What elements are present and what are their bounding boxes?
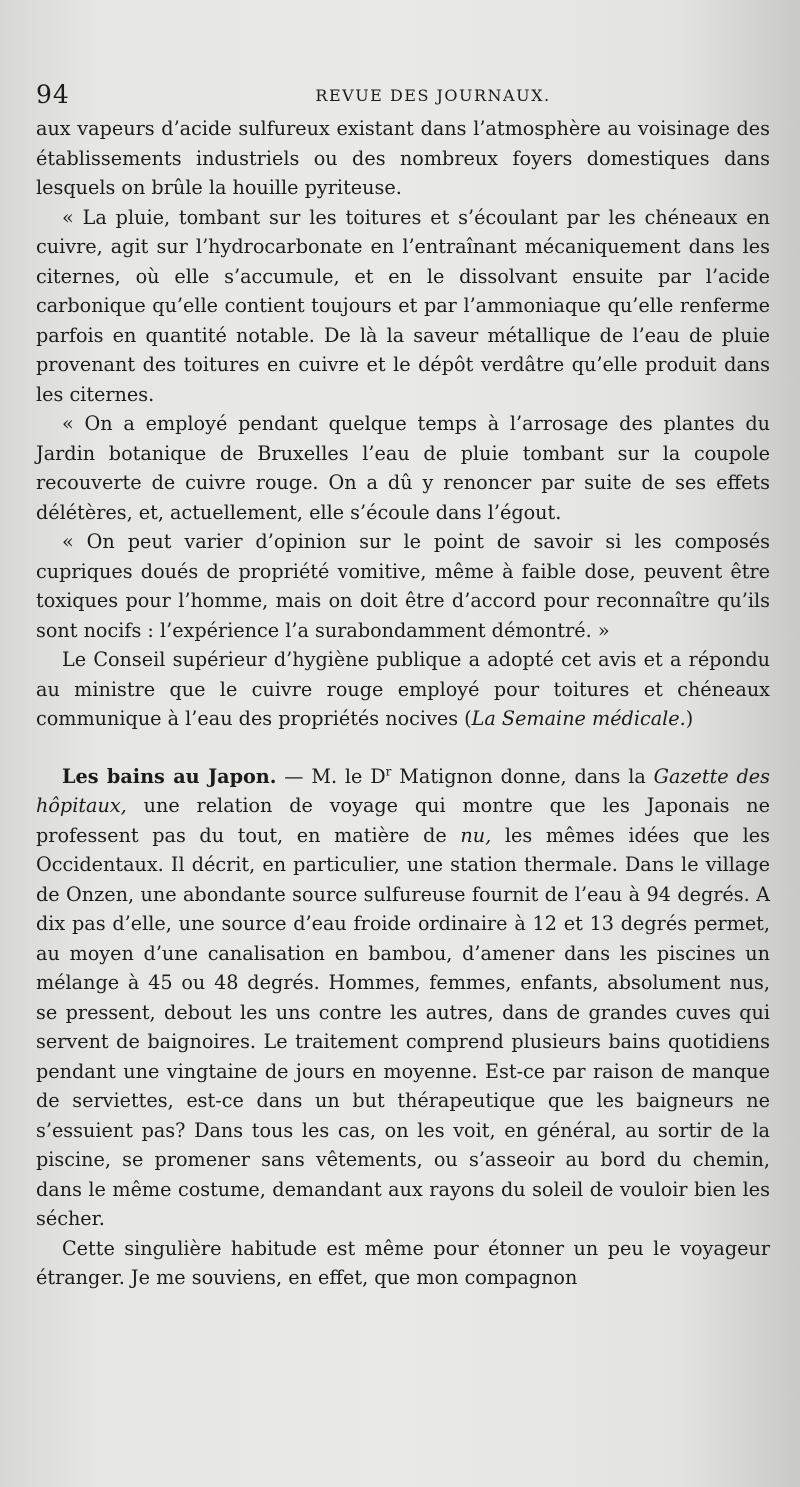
body-text [36, 114, 770, 1293]
paragraph: Cette singulière habitude est même pour étonner un peu le voyageur étranger. Je me souviens, en effet, que mon compagnon [36, 1236, 770, 1289]
source-citation: La Semaine médicale. [471, 707, 686, 730]
paragraph-text: — M. le D [276, 764, 386, 788]
paragraph [36, 645, 770, 734]
paragraph: « On a employé pendant quelque temps à l’arrosage des plantes du Jardin botanique de Bruxelles l’eau de pluie tombant sur la coupole recouverte de cuivre rouge. On a dû y renoncer par suite de ses effets délétères, et, actuellement, elle s’écoule dans l’égout. [36, 412, 770, 524]
paragraph-text: les mêmes idées que les Occidentaux. Il décrit, en particulier, une station thermale. Dans le village de Onzen, une abondante source sulfureuse fournit de l’eau à 94 degrés. A dix pas d’elle, une source d’eau froide ordinaire à 12 et 13 degrés permet, au moyen d’une canalisation en bambou, d’amener dans les piscines un mélange à 45 ou 48 degrés. Hommes, femmes, enfants, absolument nus, se pressent, debout les uns contre les autres, dans de grandes cuves qui servent de baignoires. Le traitement comprend plusieurs bains quotidiens pendant une vingtaine de jours en moyenne. Est-ce par raison de manque de serviettes, est-ce dans un but thérapeutique que les baigneurs ne s’essuient pas? Dans tous les cas, on les voit, en général, au sortir de la piscine, se promener sans vêtements, ou s’asseoir au bord du chemin, dans le même costume, demandant aux rayons du soleil de vouloir bien les sécher. [36, 823, 770, 1230]
journal-name: Gazette des hôpitaux, [36, 764, 770, 817]
closing-paren: ) [685, 707, 694, 730]
page-header [36, 78, 770, 114]
article-paragraph [36, 762, 770, 1234]
running-title: REVUE DES JOURNAUX. [315, 86, 551, 105]
paragraph-text: une relation de voyage qui montre que les Japonais ne professent pas du tout, en matière de [36, 794, 770, 847]
italic-word: nu, [460, 823, 492, 847]
paragraph: aux vapeurs d’acide sulfureux existant dans l’atmosphère au voisinage des établissements industriels ou des nombreux foyers domestiques dans lesquels on brûle la houille pyriteuse. [36, 117, 770, 199]
paragraph: « On peut varier d’opinion sur le point de savoir si les composés cupriques doués de propriété vomitive, même à faible dose, peuvent être toxiques pour l’homme, mais on doit être d’accord pour reconnaître qu’ils sont nocifs : l’expérience l’a surabondamment démontré. » [36, 530, 770, 642]
paragraph-text: Le Conseil supérieur d’hygiène publique a adopté cet avis et a répondu au ministre que le cuivre rouge employé pour toitures et chéneaux communique à l’eau des propriétés nocives ( [36, 648, 770, 730]
paragraph-text: Matignon donne, dans la [391, 764, 654, 788]
paragraph: « La pluie, tombant sur les toitures et s’écoulant par les chéneaux en cuivre, agit sur l’hydrocarbonate en l’entraînant mécaniquement dans les citernes, où elle s’accumule, et en le dissolvant ensuite par l’acide carbonique qu’elle contient toujours et par l’ammoniaque qu’elle renferme parfois en quantité notable. De là la saveur métallique de l’eau de pluie provenant des toitures en cuivre et le dépôt verdâtre qu’elle produit dans les citernes. [36, 205, 770, 406]
page-number: 94 [36, 80, 70, 109]
superscript: r [385, 764, 392, 779]
article-title: Les bains au Japon. [62, 764, 277, 788]
